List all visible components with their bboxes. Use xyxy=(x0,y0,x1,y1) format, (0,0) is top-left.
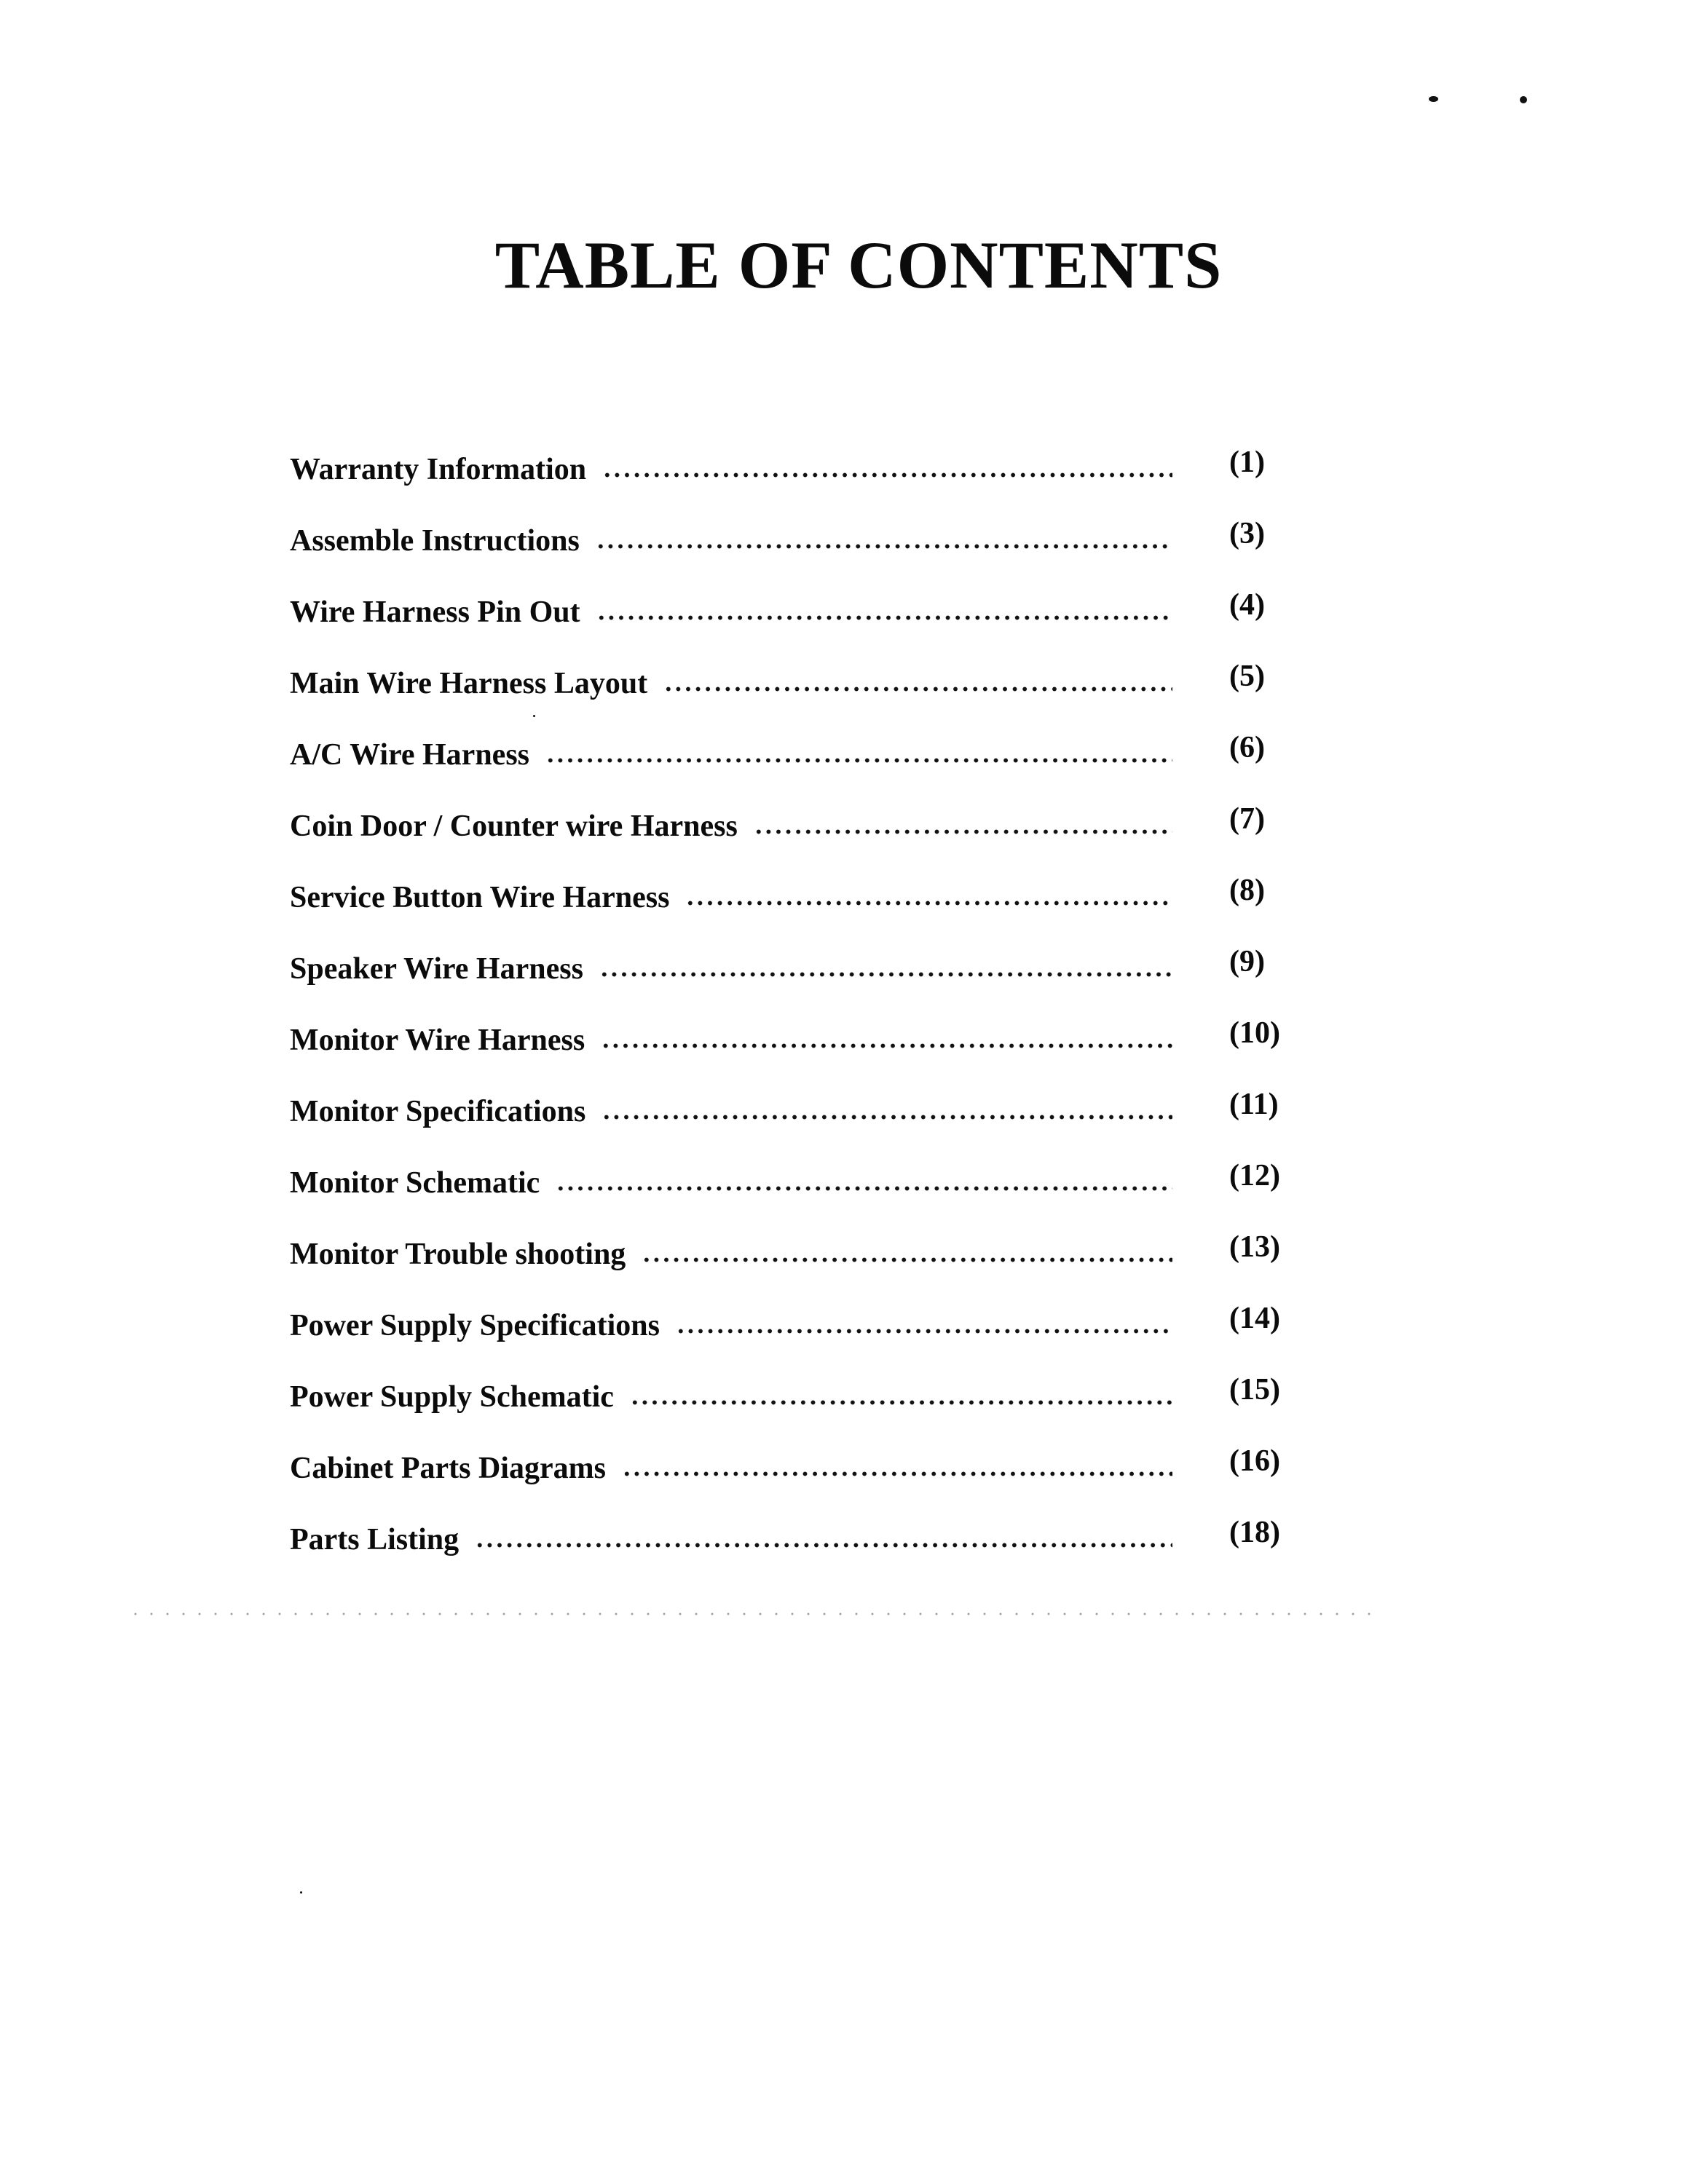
toc-dot-leader xyxy=(630,1399,1172,1406)
toc-entry xyxy=(290,1089,1309,1160)
toc-dot-leader xyxy=(676,1328,1172,1334)
toc-entry-label: Service Button Wire Harness xyxy=(290,881,670,914)
toc-dot-leader xyxy=(556,1185,1172,1192)
toc-entry-label: Main Wire Harness Layout xyxy=(290,667,648,700)
scan-artifact-line xyxy=(127,1613,1373,1615)
toc-entry xyxy=(290,590,1309,661)
toc-entry-label: Coin Door / Counter wire Harness xyxy=(290,810,738,843)
toc-dot-leader xyxy=(599,971,1172,978)
toc-dot-leader xyxy=(601,1042,1172,1049)
toc-dot-leader xyxy=(663,686,1172,692)
toc-entry-page-number: (8) xyxy=(1229,874,1265,907)
toc-entry-page-number: (1) xyxy=(1229,446,1265,479)
toc-entry-page-number: (16) xyxy=(1229,1444,1280,1478)
toc-entry-label: Power Supply Schematic xyxy=(290,1380,614,1414)
toc-entry-page-number: (5) xyxy=(1229,660,1265,693)
toc-entry-label: Assemble Instructions xyxy=(290,524,580,558)
toc-entry xyxy=(290,1018,1309,1089)
toc-entry xyxy=(290,732,1309,804)
toc-entry-label: Speaker Wire Harness xyxy=(290,952,583,986)
toc-entry-page-number: (18) xyxy=(1229,1516,1280,1549)
toc-entry-page-number: (7) xyxy=(1229,802,1265,836)
toc-entry-label: Monitor Schematic xyxy=(290,1166,540,1200)
toc-entry-label: Warranty Information xyxy=(290,453,587,486)
toc-entry xyxy=(290,1446,1309,1517)
toc-dot-leader xyxy=(545,757,1172,764)
scan-speck xyxy=(300,1891,302,1894)
toc-entry-label: Wire Harness Pin Out xyxy=(290,596,580,629)
toc-entry xyxy=(290,1303,1309,1374)
toc-entry xyxy=(290,518,1309,590)
toc-entry-label: Monitor Trouble shooting xyxy=(290,1238,626,1271)
toc-dot-leader xyxy=(602,472,1172,478)
toc-dot-leader xyxy=(596,614,1172,621)
toc-dot-leader xyxy=(754,828,1172,835)
toc-entry-page-number: (3) xyxy=(1229,517,1265,550)
toc-dot-leader xyxy=(475,1542,1172,1548)
toc-entry xyxy=(290,1232,1309,1303)
scan-speck xyxy=(1429,96,1438,102)
toc-entry-page-number: (14) xyxy=(1229,1302,1280,1335)
scan-speck xyxy=(1520,96,1527,103)
toc-entry-page-number: (11) xyxy=(1229,1088,1279,1121)
toc-dot-leader xyxy=(596,543,1172,550)
toc-entry-label: Monitor Wire Harness xyxy=(290,1024,585,1057)
toc-entry xyxy=(290,447,1309,518)
toc-entry-page-number: (9) xyxy=(1229,945,1265,978)
toc-entry-label: Monitor Specifications xyxy=(290,1095,586,1128)
toc-entry-label: A/C Wire Harness xyxy=(290,738,530,772)
toc-entry-page-number: (15) xyxy=(1229,1373,1280,1406)
toc-entry xyxy=(290,1160,1309,1232)
toc-entry-page-number: (12) xyxy=(1229,1159,1280,1192)
toc-entry-label: Power Supply Specifications xyxy=(290,1309,660,1342)
toc-entry-page-number: (6) xyxy=(1229,731,1265,764)
toc-dot-leader xyxy=(622,1471,1172,1477)
toc-entry-page-number: (13) xyxy=(1229,1230,1280,1264)
toc-entry xyxy=(290,875,1309,946)
toc-entry-page-number: (4) xyxy=(1229,588,1265,622)
table-of-contents xyxy=(290,447,1309,1588)
toc-entry xyxy=(290,1374,1309,1446)
toc-entry xyxy=(290,946,1309,1018)
toc-entry xyxy=(290,804,1309,875)
toc-entry xyxy=(290,661,1309,732)
toc-dot-leader xyxy=(685,900,1172,906)
toc-dot-leader xyxy=(642,1257,1172,1263)
toc-entry-page-number: (10) xyxy=(1229,1016,1280,1050)
toc-dot-leader xyxy=(602,1114,1172,1120)
page-title: TABLE OF CONTENTS xyxy=(494,228,1223,302)
toc-entry-label: Parts Listing xyxy=(290,1523,460,1556)
toc-entry-label: Cabinet Parts Diagrams xyxy=(290,1452,606,1485)
toc-entry xyxy=(290,1517,1309,1588)
